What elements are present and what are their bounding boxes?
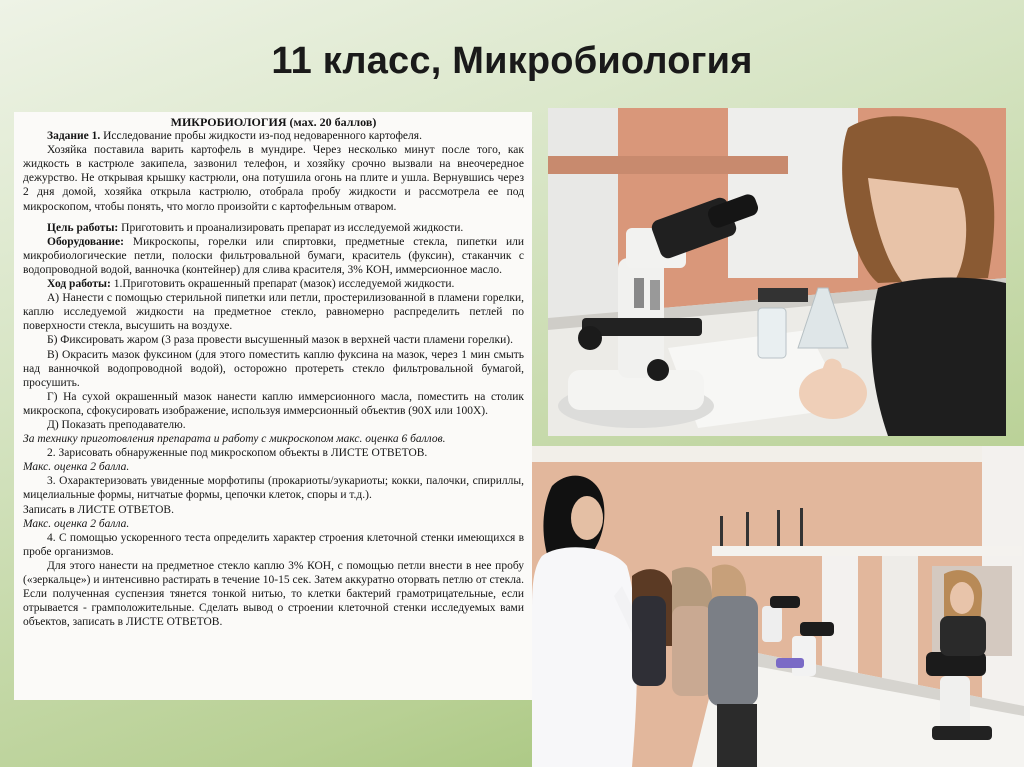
score-3: Макс. оценка 2 балла. xyxy=(23,517,130,530)
item-3-record: Записать в ЛИСТЕ ОТВЕТОВ. xyxy=(23,503,174,516)
task1-text: Исследование пробы жидкости из-под недоваренного картофеля. xyxy=(100,130,422,143)
task-document xyxy=(14,112,532,700)
item-4-detail: Для этого нанести на предметное стекло каплю 3% КОН, с помощью петли внести в нее пробу («зеркальце») и интенсивно растирать в течение 10-15 сек. Затем аккуратно оторвать петлю от стекла. Если полученная суспензия тянется тонкой нитью, то клетки бактерий грамотрицательные, если отрывается - грамположительные. Сделать вывод о строении клеточной стенки исследуемых вами объектов, записать в ЛИСТЕ ОТВЕТОВ. xyxy=(23,559,524,629)
equipment-label: Оборудование: xyxy=(47,235,124,248)
goal-line xyxy=(23,221,524,235)
classroom-lab-illustration xyxy=(532,446,1024,767)
item-3: 3. Охарактеризовать увиденные морфотипы (прокариоты/эукариоты; кокки, палочки, спириллы, мицелиальные формы, нитчатые формы, цепочки клеток, споры и т.д.). xyxy=(23,475,524,502)
goal-text: Приготовить и проанализировать препарат из исследуемой жидкости. xyxy=(118,221,464,234)
step-g: Г) На сухой окрашенный мазок нанести каплю иммерсионного масла, поместить на столик микроскопа, сфокусировать изображение, используя иммерсионный объектив (90Х или 100Х). xyxy=(23,390,524,417)
document-heading: МИКРОБИОЛОГИЯ (мах. 20 баллов) xyxy=(170,115,377,129)
equipment-text: Микроскопы, горелки или спиртовки, предметные стекла, пипетки или микробиологические петли, полоски фильтровальной бумаги, краситель (фуксин), стаканчик с водопроводной водой, ванночка (контейнер) для слива красителя, 3% КОН, иммерсионное масло. xyxy=(23,235,524,276)
student-microscope-illustration xyxy=(548,108,1006,436)
progress-text: 1.Приготовить окрашенный препарат (мазок) исследуемой жидкости. xyxy=(110,278,455,291)
step-d: Д) Показать преподавателю. xyxy=(47,418,186,431)
student-microscope-photo xyxy=(548,108,1006,436)
slide-title: 11 класс, Микробиология xyxy=(271,40,753,82)
item-2: 2. Зарисовать обнаруженные под микроскопом объекты в ЛИСТЕ ОТВЕТОВ. xyxy=(47,447,428,460)
progress-label: Ход работы: xyxy=(47,278,111,291)
item-4: 4. С помощью ускоренного теста определить характер строения клеточной стенки имеющихся в пробе организмов. xyxy=(23,531,524,558)
step-v: В) Окрасить мазок фуксином (для этого поместить каплю фуксина на мазок, через 1 мин смыть над ванночкой водопроводной водой), осторожно протереть стекло фильтровальной бумагой, просушить. xyxy=(23,348,524,389)
task1-line xyxy=(23,129,524,143)
goal-label: Цель работы: xyxy=(47,221,119,234)
equipment-line xyxy=(23,235,524,277)
classroom-lab-photo xyxy=(532,446,1024,767)
step-b: Б) Фиксировать жаром (3 раза провести высушенный мазок в верхней части пламени горелки). xyxy=(47,334,513,347)
step-a: А) Нанести с помощью стерильной пипетки или петли, простерилизованной в пламени горелки, каплю исследуемой жидкости на предметное стекло, равномерно распределить петлей по поверхности стекла, высушить на воздухе. xyxy=(23,292,524,333)
progress-line xyxy=(23,277,524,291)
score-2: Макс. оценка 2 балла. xyxy=(23,461,130,474)
task1-label: Задание 1. xyxy=(47,130,101,143)
score-1: За технику приготовления препарата и работу с микроскопом макс. оценка 6 баллов. xyxy=(23,433,446,446)
task-story: Хозяйка поставила варить картофель в мундире. Через несколько минут после того, как жидкость в кастрюле закипела, зазвонил телефон, и хозяйку срочно вызвали на внеочередное дежурство. Не открывая крышку кастрюли, она потушила огонь на плите и ушла. Вернувшись через 2 дня домой, хозяйка открыла кастрюлю, отобрала пробу жидкости и рассмотрела ее под микроскопом, чтобы понять, что могло произойти с картофельным отваром. xyxy=(23,144,524,213)
